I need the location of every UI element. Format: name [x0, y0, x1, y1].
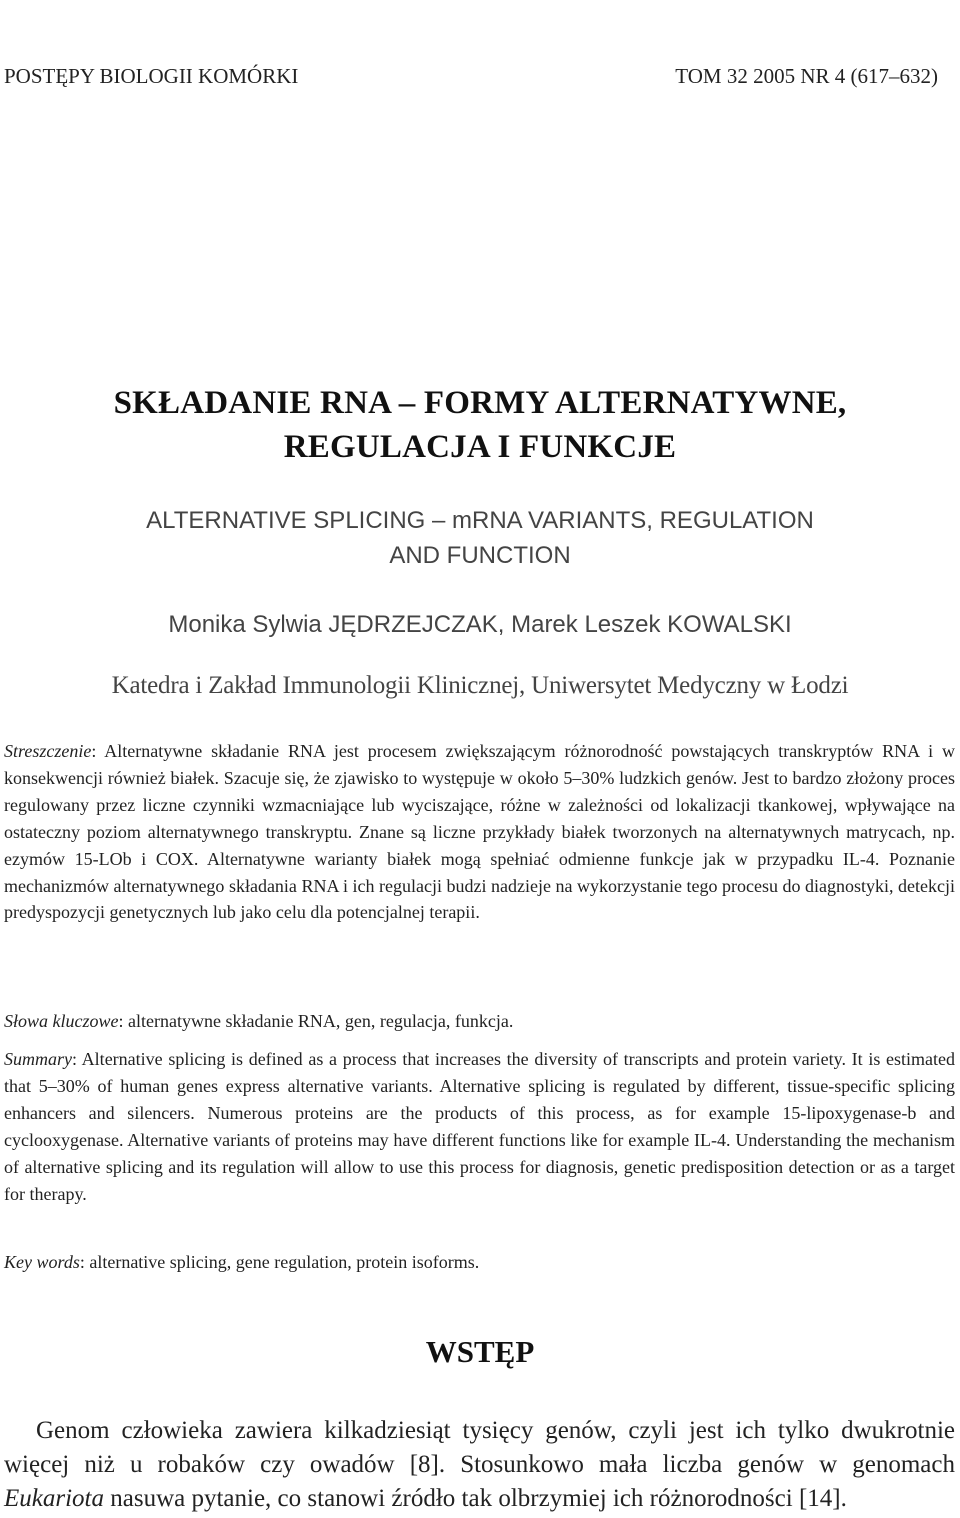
- abstract-polish-text: : Alternatywne składanie RNA jest procesem zwiększającym różnorodność powstających transkryptów RNA i w konsekwencji również białek. Szacuje się, że zjawisko to występuje w około 5–30% ludzkich genów. Jest to bardzo złożony proces regulowany przez liczne czynniki wzmacniające lub wyciszające, różne w zależności od lokalizacji tkankowej, wpływające na ostateczny poziom alternatywnego transkryptu. Znane są liczne przykłady białek tworzonych na alternatywnych matrycach, np. ezymów 15-LOb i COX. Alternatywne warianty białek mogą spełniać odmienne funkcje jak w przypadku IL-4. Poznanie mechanizmów alternatywnego składania RNA i ich regulacji budzi nadzieje na wykorzystanie tego procesu do diagnostyki, detekcji predyspozycji genetycznych lub jako celu dla potencjalnej terapii.: [4, 741, 955, 923]
- authors: Monika Sylwia JĘDRZEJCZAK, Marek Leszek KOWALSKI: [168, 611, 792, 638]
- journal-name: POSTĘPY BIOLOGII KOMÓRKI: [4, 64, 299, 88]
- abstract-polish: [4, 738, 955, 926]
- abstract-english-label: Summary: [4, 1049, 72, 1069]
- keywords-polish-text: : alternatywne składanie RNA, gen, regulacja, funkcja.: [118, 1011, 514, 1031]
- intro-italic-term: Eukariota: [4, 1485, 104, 1512]
- keywords-polish: [4, 1008, 955, 1035]
- english-title-line-2: AND FUNCTION: [389, 542, 571, 569]
- affiliation: Katedra i Zakład Immunologii Klinicznej, Uniwersytet Medyczny w Łodzi: [111, 672, 849, 699]
- title-line-2: REGULACJA I FUNKCJE: [283, 429, 677, 465]
- abstract-english-text: : Alternative splicing is defined as a process that increases the diversity of transcripts and protein variety. It is estimated that 5–30% of human genes express alternative variants. Alternative splicing is regulated by different, tissue-specific splicing enhancers and silencers. Numerous proteins are the products of this process, as for example 15-lipoxygenase-b and cyclooxygenase. Alternative variants of proteins may have different functions like for example IL-4. Understanding the mechanism of alternative splicing and its regulation will allow to use this process for diagnosis, genetic predisposition detection or as a target for therapy.: [4, 1049, 955, 1204]
- keywords-english-text: : alternative splicing, gene regulation, protein isoforms.: [79, 1252, 480, 1272]
- title-line-1: SKŁADANIE RNA – FORMY ALTERNATYWNE,: [113, 385, 847, 421]
- issue-info: TOM 32 2005 NR 4 (617–632): [675, 64, 938, 88]
- intro-text-part-1: Genom człowieka zawiera kilkadziesiąt tysięcy genów, czyli jest ich tylko dwukrotnie więcej niż u robaków czy owadów [8]. Stosunkowo mała liczba genów w genomach: [4, 1417, 955, 1478]
- keywords-english: [4, 1249, 955, 1276]
- keywords-english-label: Key words: [4, 1252, 80, 1272]
- keywords-polish-label: Słowa kluczowe: [4, 1011, 119, 1031]
- english-title: [0, 503, 960, 573]
- section-heading: WSTĘP: [425, 1334, 535, 1369]
- running-header: [4, 64, 938, 89]
- english-title-line-1: ALTERNATIVE SPLICING – mRNA VARIANTS, REGULATION: [146, 507, 814, 534]
- abstract-polish-label: Streszczenie: [4, 741, 92, 761]
- intro-paragraph: [4, 1414, 955, 1516]
- intro-text-part-2: nasuwa pytanie, co stanowi źródło tak olbrzymiej ich różnorodności [14].: [104, 1485, 847, 1512]
- abstract-english: [4, 1046, 955, 1207]
- article-title: [0, 381, 960, 469]
